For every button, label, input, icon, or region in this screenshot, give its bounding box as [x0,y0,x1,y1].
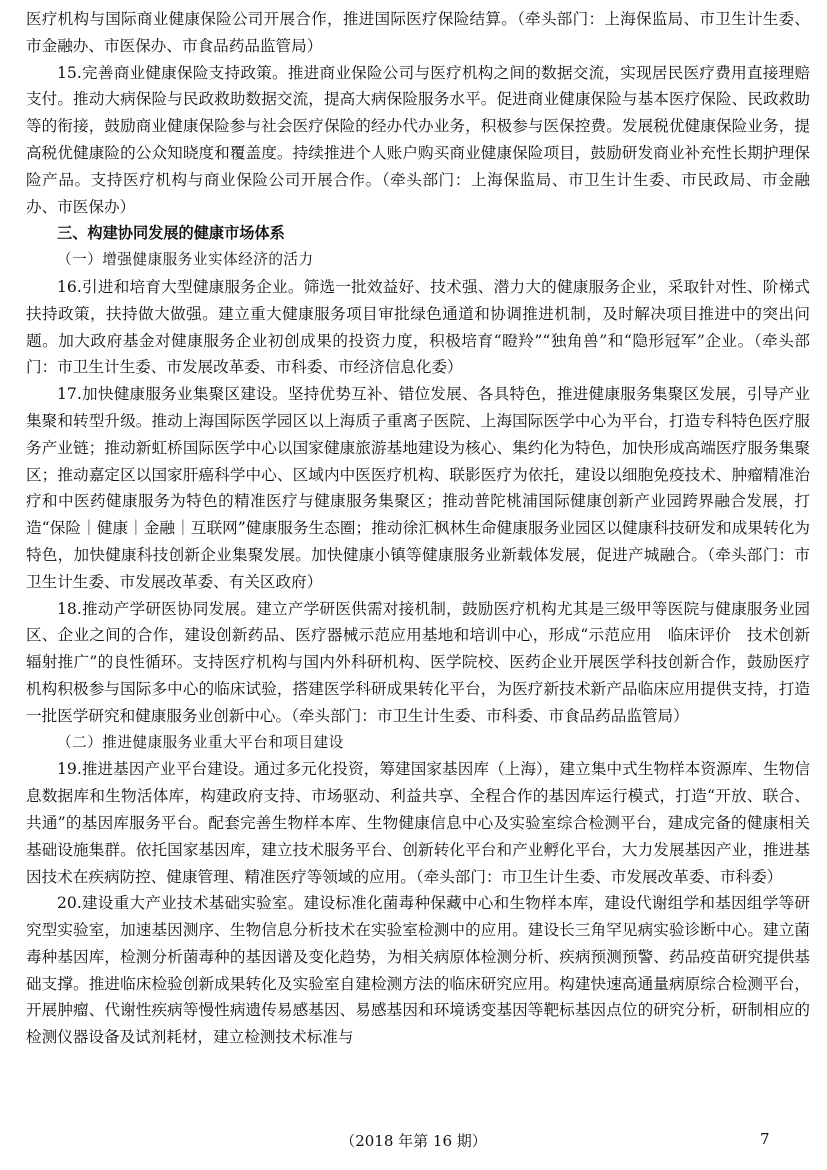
paragraph-item-20: 20.建设重大产业技术基础实验室。建设标准化菌毒种保藏中心和生物样本库，建设代谢组学和基因组学等研究型实验室，加速基因测序、生物信息分析技术在实验室检测中的应用。建设长三角罕见病实验诊断中心。建立菌毒种基因库，检测分析菌毒种的基因谱及变化趋势，为相关病原体检测分析、疾病预测预警、药品疫苗研究提供基础支撑。推进临床检验创新成果转化及实验室自建检测方法的临床研究应用。构建快速高通量病原综合检测平台，开展肿瘤、代谢性疾病等慢性病遗传易感基因、易感基因和环境诱变基因等靶标基因点位的研究分析，研制相应的检测仪器设备及试剂耗材，建立检测技术标准与 [26,894,810,1047]
document-body [26,6,826,1051]
paragraph-item-19: 19.推进基因产业平台建设。通过多元化投资，筹建国家基因库（上海），建立集中式生物样本资源库、生物信息数据库和生物活体库，构建政府支持、市场驱动、利益共享、全程合作的基因库运行模式，打造“开放、联合、共通”的基因库服务平台。配套完善生物样本库、生物健康信息中心及实验室综合检测平台，建成完备的健康相关基础设施集群。依托国家基因库，建立技术服务平台、创新转化平台和产业孵化平台，大力发展基因产业，推进基因技术在疾病防控、健康管理、精准医疗等领域的应用。（牵头部门：市卫生计生委、市发展改革委、市科委） [26,760,810,886]
page-footer [0,1130,827,1156]
subsection-heading-3-2: （二）推进健康服务业重大平台和项目建设 [57,733,344,751]
issue-label: （2018 年第 16 期） [340,1132,487,1150]
paragraph-continuation: 医疗机构与国际商业健康保险公司开展合作，推进国际医疗保险结算。（牵头部门：上海保监局、市卫生计生委、市金融办、市医保办、市食品药品监管局） [26,10,810,55]
paragraph-item-18: 18.推动产学研医协同发展。建立产学研医供需对接机制，鼓励医疗机构尤其是三级甲等医院与健康服务业园区、企业之间的合作，建设创新药品、医疗器械示范应用基地和培训中心，形成“示范应用 临床评价 技术创新 辐射推广”的良性循环。支持医疗机构与国内外科研机构、医学院校、医药企业开展医学科技创新合作，鼓励医疗机构积极参与国际多中心的临床试验，搭建医学科研成果转化平台，为医疗新技术新产品临床应用提供支持，打造一批医学研究和健康服务业创新中心。（牵头部门：市卫生计生委、市科委、市食品药品监管局） [26,599,826,725]
subsection-heading-3-1: （一）增强健康服务业实体经济的活力 [57,251,314,269]
paragraph-item-15: 15.完善商业健康保险支持政策。推进商业保险公司与医疗机构之间的数据交流，实现居民医疗费用直接理赔支付。推动大病保险与民政救助数据交流，提高大病保险服务水平。促进商业健康保险与基本医疗保险、民政救助等的衔接，鼓励商业健康保险参与社会医疗保险的经办代办业务，积极参与医保控费。发展税优健康保险业务，提高税优健康险的公众知晓度和覆盖度。持续推进个人账户购买商业健康保险项目，鼓励研发商业补充性长期护理保险产品。支持医疗机构与商业保险公司开展合作。（牵头部门：上海保监局、市卫生计生委、市民政局、市金融办、市医保办） [26,63,810,216]
paragraph-item-16: 16.引进和培育大型健康服务企业。筛选一批效益好、技术强、潜力大的健康服务企业，采取针对性、阶梯式扶持政策，扶持做大做强。建立重大健康服务项目审批绿色通道和协调推进机制，及时解决项目推进中的突出问题。加大政府基金对健康服务企业初创成果的投资力度，积极培育“瞪羚”“独角兽”和“隐形冠军”企业。（牵头部门：市卫生计生委、市发展改革委、市科委、市经济信息化委） [26,277,810,377]
paragraph-item-17: 17.加快健康服务业集聚区建设。坚持优势互补、错位发展、各具特色，推进健康服务集聚区发展，引导产业集聚和转型升级。推动上海国际医学园区以上海质子重离子医院、上海国际医学中心为平台，打造专科特色医疗服务产业链；推动新虹桥国际医学中心以国家健康旅游基地建设为核心、集约化为特色，加快形成高端医疗服务集聚区；推动嘉定区以国家肝癌科学中心、区域内中医医疗机构、联影医疗为依托，建设以细胞免疫技术、肿瘤精准治疗和中医药健康服务为特色的精准医疗与健康服务集聚区；推动普陀桃浦国际健康创新产业园跨界融合发展，打造“保险｜健康｜金融｜互联网”健康服务生态圈；推动徐汇枫林生命健康服务业园区以健康科技研发和成果转化为特色，加快健康科技创新企业集聚发展。加快健康小镇等健康服务业新载体发展，促进产城融合。（牵头部门：市卫生计生委、市发展改革委、有关区政府） [26,385,810,591]
section-heading-3: 三、构建协同发展的健康市场体系 [57,224,285,243]
page-number: 7 [760,1130,770,1148]
